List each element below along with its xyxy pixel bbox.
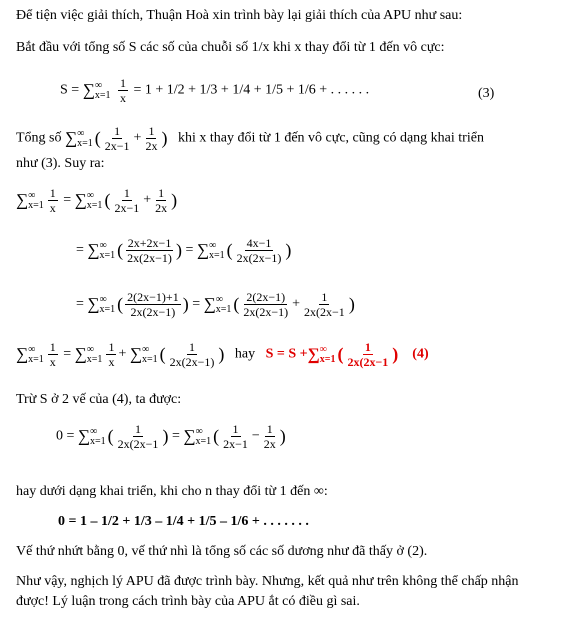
subtract-paragraph: Trừ S ở 2 vế của (4), ta được: [16, 392, 182, 407]
fraction: $\frac{1}{x}$ [49, 340, 56, 369]
hay-word: hay [234, 346, 256, 362]
sum-lower-limit: x=1 [94, 89, 111, 101]
sigma-symbol: ∑ [77, 426, 91, 446]
sigma-symbol: ∑ [16, 344, 29, 364]
sigma-symbol: ∑ [74, 190, 87, 210]
fraction: $\frac{1}{2x-1}$ [104, 124, 130, 153]
sum-upper-limit: ∞ [94, 79, 102, 91]
fraction: $\frac{1}{2x}$ [145, 124, 158, 153]
fraction: $\frac{2(2x-1)+1}{2x(2x-1)}$ [127, 290, 179, 319]
equation-tag-3: (3) [478, 86, 495, 101]
fraction: $\frac{1}{2x}$ [263, 422, 276, 451]
expansion-paragraph: hay dưới dạng khai triển, khi cho n thay đổi từ 1 đến ∞: [16, 484, 328, 499]
fraction: $\frac{1}{2x-1}$ [114, 186, 140, 215]
equation-b: = ∑ ∞ x=1 ( $\frac{2x+2x-1}{2x(2x-1)}$ ) = ∑ ∞ x=1 ( $\frac{4x-1}{2x(2x-1)}$ ) [76, 236, 292, 265]
fraction: $\frac{1}{x}$ [108, 340, 115, 369]
sigma-symbol: ∑ [65, 128, 78, 148]
equation-c: = ∑ ∞ x=1 ( $\frac{2(2x-1)+1}{2x(2x-1)}$ ) = ∑ ∞ x=1 ( $\frac{2(2x-1)}{2x(2x-1)}$ + $\frac{1}{2x(2x-1}$ ) [76, 290, 355, 319]
fraction: $\frac{4x-1}{2x(2x-1)}$ [236, 236, 282, 265]
fraction: $\frac{1}{2x(2x-1}$ [304, 290, 345, 319]
sigma-symbol: ∑ [87, 294, 100, 314]
red-equation-lhs: S = S + [265, 346, 308, 362]
fraction: $\frac{1}{x}$ [119, 76, 126, 105]
sigma-symbol: ∑ [196, 240, 209, 260]
paradox-paragraph-line2: được! Lý luận trong cách trình bày của APU ắt có điều gì sai. [16, 594, 360, 609]
equation-a: ∑ ∞ x=1 $\frac{1}{x}$ = ∑ ∞ x=1 ( $\frac{1}{2x-1}$ + $\frac{1}{2x}$ ) [16, 186, 178, 215]
series-intro-paragraph: Bắt đầu với tổng số S các số của chuỗi số 1/x khi x thay đổi từ 1 đến vô cực: [16, 40, 445, 55]
equation-tag-4: (4) [412, 346, 429, 362]
red-fraction: $\frac{1}{2x(2x-1}$ [347, 340, 389, 369]
paradox-paragraph-line1: Như vậy, nghịch lý APU đã được trình bày. Nhưng, kết quả như trên không thể chấp nhận [16, 574, 519, 589]
sigma-symbol: ∑ [82, 80, 95, 100]
eq3-lhs: S = [60, 82, 80, 98]
conclusion-paragraph: Vế thứ nhứt bằng 0, vế thứ nhì là tổng số các số dương như đã thấy ở (2). [16, 544, 428, 559]
sigma-symbol: ∑ [183, 426, 196, 446]
eq3-expansion: = 1 + 1/2 + 1/3 + 1/4 + 1/5 + 1/6 + . . . . . . [133, 82, 370, 98]
equation-6: 0 = 1 – 1/2 + 1/3 – 1/4 + 1/5 – 1/6 + . . . . . . . [58, 514, 309, 529]
fraction: $\frac{2x+2x-1}{2x(2x-1)}$ [127, 236, 172, 265]
fraction: $\frac{1}{2x-1}$ [223, 422, 248, 451]
sigma-symbol: ∑ [87, 240, 100, 260]
sigma-symbol: ∑ [16, 190, 29, 210]
fraction: $\frac{1}{2x(2x-1)}$ [169, 340, 215, 369]
sigma-symbol: ∑ [129, 344, 142, 364]
sigma-symbol: ∑ [203, 294, 216, 314]
fraction: $\frac{2(2x-1)}{2x(2x-1)}$ [243, 290, 289, 319]
fraction: $\frac{1}{2x}$ [155, 186, 168, 215]
equation-5: 0 = ∑ ∞ x=1 ( $\frac{1}{2x(2x-1}$ ) = ∑ ∞ x=1 ( $\frac{1}{2x-1}$ − $\frac{1}{2x}$ ) [56, 422, 286, 451]
sigma-symbol: ∑ [74, 344, 87, 364]
fraction: $\frac{1}{x}$ [49, 186, 56, 215]
equation-4: ∑ ∞ x=1 $\frac{1}{x}$ = ∑ ∞ x=1 $\frac{1}{x}$ + ∑ ∞ x=1 ( $\frac{1}{2x(2x-1)}$ ) hay S = S +∑ ∞ x=1 ( $\frac{1}{2x(2x-1}$ ) (4) [16, 340, 429, 369]
sum-paragraph: Tổng số ∑ ∞ x=1 ( $\frac{1}{2x-1}$ + $\frac{1}{2x}$ ) khi x thay đổi từ 1 đến vô cực, cũng có dạng khai triển [16, 124, 484, 153]
intro-paragraph: Để tiện việc giải thích, Thuận Hoà xin trình bày lại giải thích của APU như sau: [16, 8, 463, 23]
sigma-symbol: ∑ [307, 344, 320, 364]
fraction: $\frac{1}{2x(2x-1}$ [117, 422, 159, 451]
sum-paragraph-line2: như (3). Suy ra: [16, 156, 105, 171]
equation-3 [60, 76, 369, 105]
